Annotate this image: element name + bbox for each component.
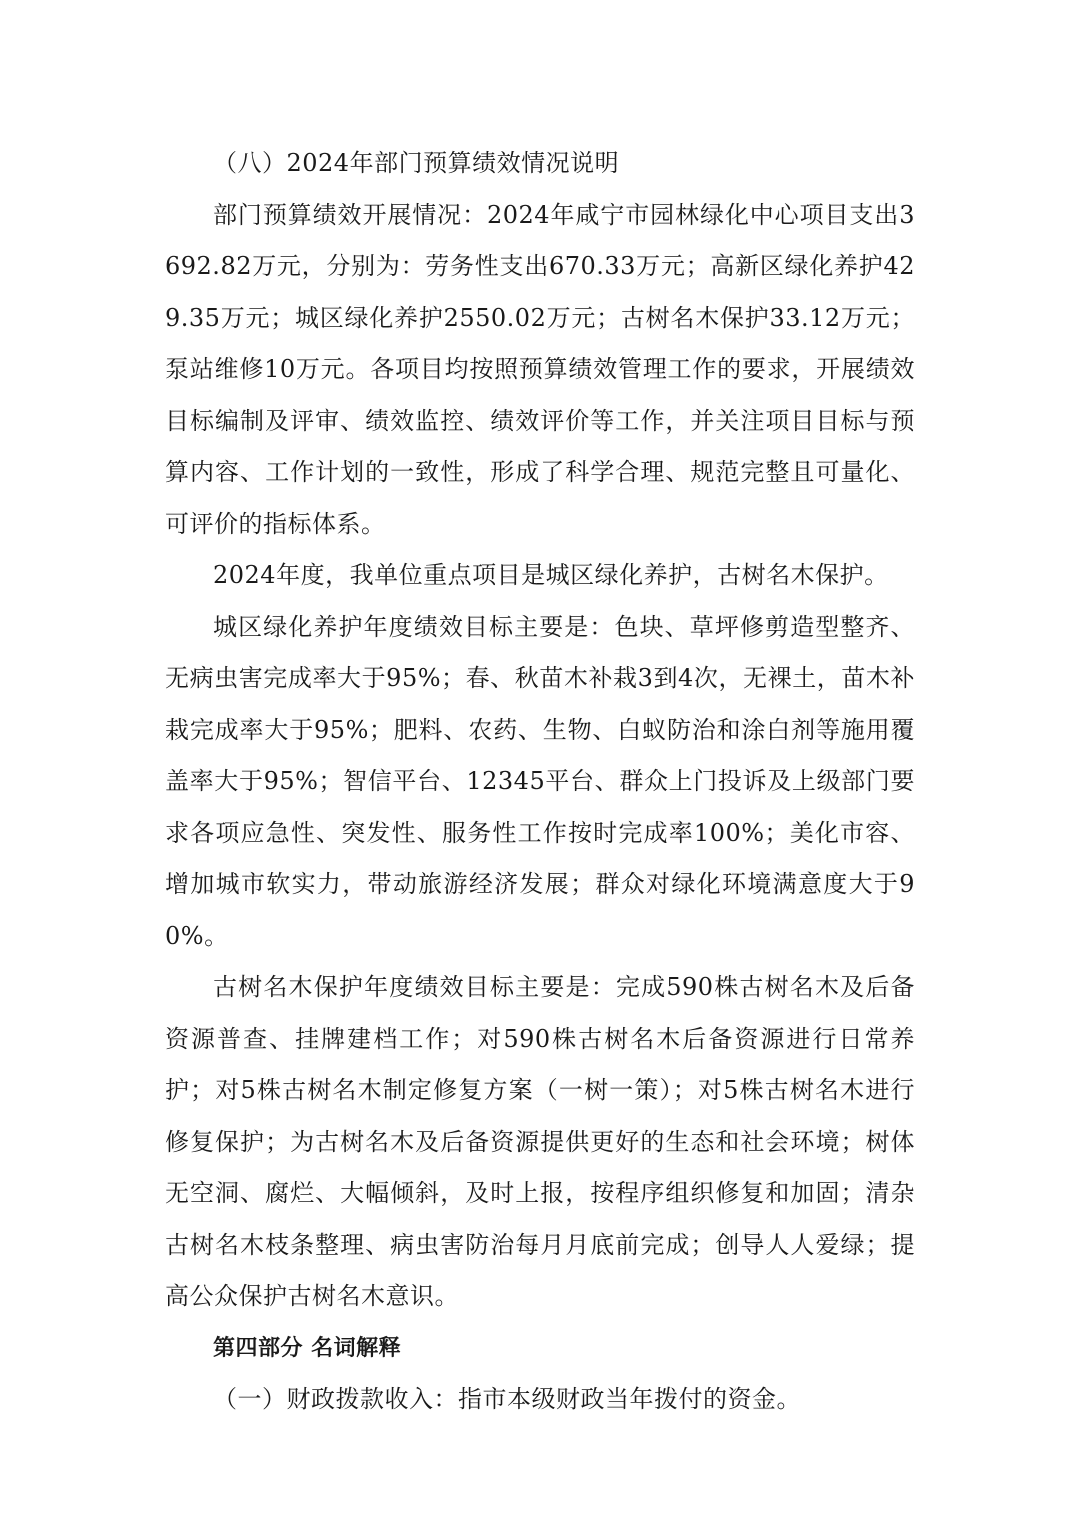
- section-heading: （八）2024年部门预算绩效情况说明: [213, 149, 620, 177]
- document-page: [165, 138, 915, 1426]
- paragraph-urban-greening-goals: 城区绿化养护年度绩效目标主要是：色块、草坪修剪造型整齐、无病虫害完成率大于95%；春、秋苗木补栽3到4次，无裸土，苗木补栽完成率大于95%；肥料、农药、生物、白蚁防治和涂白剂等施用覆盖率大于95%；智信平台、12345平台、群众上门投诉及上级部门要求各项应急性、突发性、服务性工作按时完成率100%；美化市容、增加城市软实力，带动旅游经济发展；群众对绿化环境满意度大于90%。: [165, 612, 915, 950]
- paragraph-ancient-tree-goals: 古树名木保护年度绩效目标主要是：完成590株古树名木及后备资源普查、挂牌建档工作；对590株古树名木后备资源进行日常养护；对5株古树名木制定修复方案（一树一策）；对5株古树名木进行修复保护；为古树名木及后备资源提供更好的生态和社会环境；树体无空洞、腐烂、大幅倾斜，及时上报，按程序组织修复和加固；清杂古树名木枝条整理、病虫害防治每月月底前完成；创导人人爱绿；提高公众保护古树名木意识。: [165, 973, 915, 1310]
- definition-fiscal-revenue: （一）财政拨款收入：指市本级财政当年拨付的资金。: [213, 1385, 801, 1413]
- part-heading: 第四部分 名词解释: [213, 1335, 402, 1361]
- paragraph-key-projects: 2024年度，我单位重点项目是城区绿化养护，古树名木保护。: [213, 561, 889, 589]
- paragraph-budget-performance: 部门预算绩效开展情况：2024年咸宁市园林绿化中心项目支出3692.82万元，分别为：劳务性支出670.33万元；高新区绿化养护429.35万元；城区绿化养护2550.02万元；古树名木保护33.12万元；泵站维修10万元。各项目均按照预算绩效管理工作的要求，开展绩效目标编制及评审、绩效监控、绩效评价等工作，并关注项目目标与预算内容、工作计划的一致性，形成了科学合理、规范完整且可量化、可评价的指标体系。: [165, 200, 915, 538]
